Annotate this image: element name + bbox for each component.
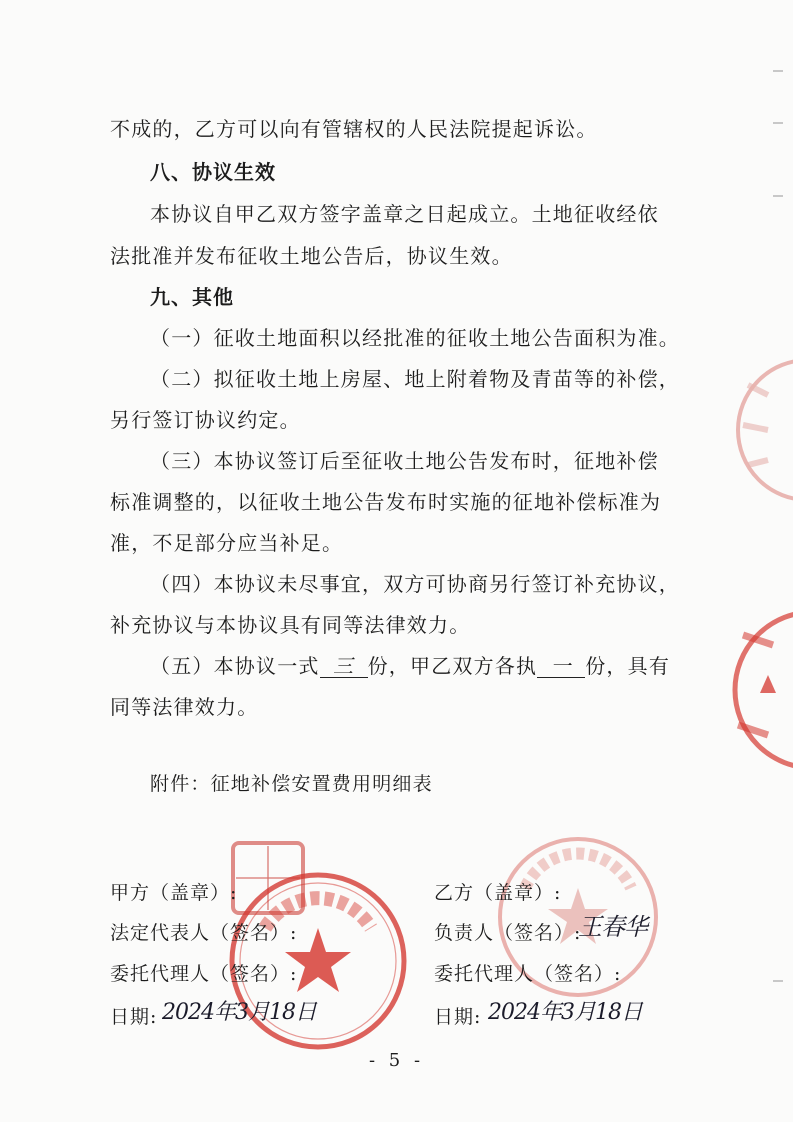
body-line: 法批准并发布征收土地公告后，协议生效。: [110, 244, 513, 268]
party-b-rep-signature: 王春华: [578, 913, 647, 941]
clause-2: （二）拟征收土地上房屋、地上附着物及青苗等的补偿，: [150, 367, 680, 391]
section-heading-8: 八、协议生效: [150, 160, 276, 184]
margin-seal-fragment: [728, 355, 793, 505]
clause-5-part: 份，具有: [585, 654, 671, 678]
body-line: 另行签订协议约定。: [110, 408, 301, 432]
scan-edge-mark: [773, 122, 783, 124]
body-line: 准，不足部分应当补足。: [110, 531, 344, 555]
party-b-date-label: 日期:: [434, 1006, 482, 1028]
clause-4: （四）本协议未尽事宜，双方可协商另行签订补充协议，: [150, 572, 680, 596]
party-a-agent-label: 委托代理人（签名）:: [110, 963, 298, 985]
copies-total-fill: 三: [320, 655, 368, 678]
scan-edge-mark: [773, 70, 783, 72]
body-line: 标准调整的，以征收土地公告发布时实施的征地补偿标准为: [110, 490, 662, 514]
party-a-rep-label: 法定代表人（签名）:: [110, 922, 298, 944]
clause-1: （一）征收土地面积以经批准的征收土地公告面积为准。: [150, 326, 680, 350]
section-heading-9: 九、其他: [150, 285, 234, 309]
clause-3: （三）本协议签订后至征收土地公告发布时，征地补偿: [150, 449, 659, 473]
clause-5-part: （五）本协议一式: [150, 654, 320, 678]
body-line: 本协议自甲乙双方签字盖章之日起成立。土地征收经依: [150, 202, 659, 226]
party-a-date-label: 日期:: [110, 1006, 158, 1028]
party-b-rep-label: 负责人（签名）:: [434, 922, 582, 944]
party-b-seal-label: 乙方（盖章）:: [434, 882, 562, 904]
party-b-date-handwritten: 2024年3月18日: [488, 1000, 642, 1025]
body-line: 补充协议与本协议具有同等法律效力。: [110, 613, 471, 637]
party-b-agent-label: 委托代理人（签名）:: [434, 963, 622, 985]
page-number: - 5 -: [368, 1050, 425, 1071]
body-line: 同等法律效力。: [110, 695, 259, 719]
scan-edge-mark: [773, 980, 783, 982]
copies-each-fill: 一: [537, 655, 585, 678]
clause-5-part: 份，甲乙双方各执: [367, 654, 538, 678]
party-a-date-handwritten: 2024年3月18日: [162, 1000, 316, 1025]
attachment-note: 附件：征地补偿安置费用明细表: [150, 773, 433, 795]
party-a-seal-label: 甲方（盖章）:: [110, 882, 238, 904]
body-line: 不成的，乙方可以向有管辖权的人民法院提起诉讼。: [110, 117, 598, 141]
clause-5: [150, 652, 670, 680]
scan-edge-mark: [773, 195, 783, 197]
margin-seal-fragment: [728, 605, 793, 775]
